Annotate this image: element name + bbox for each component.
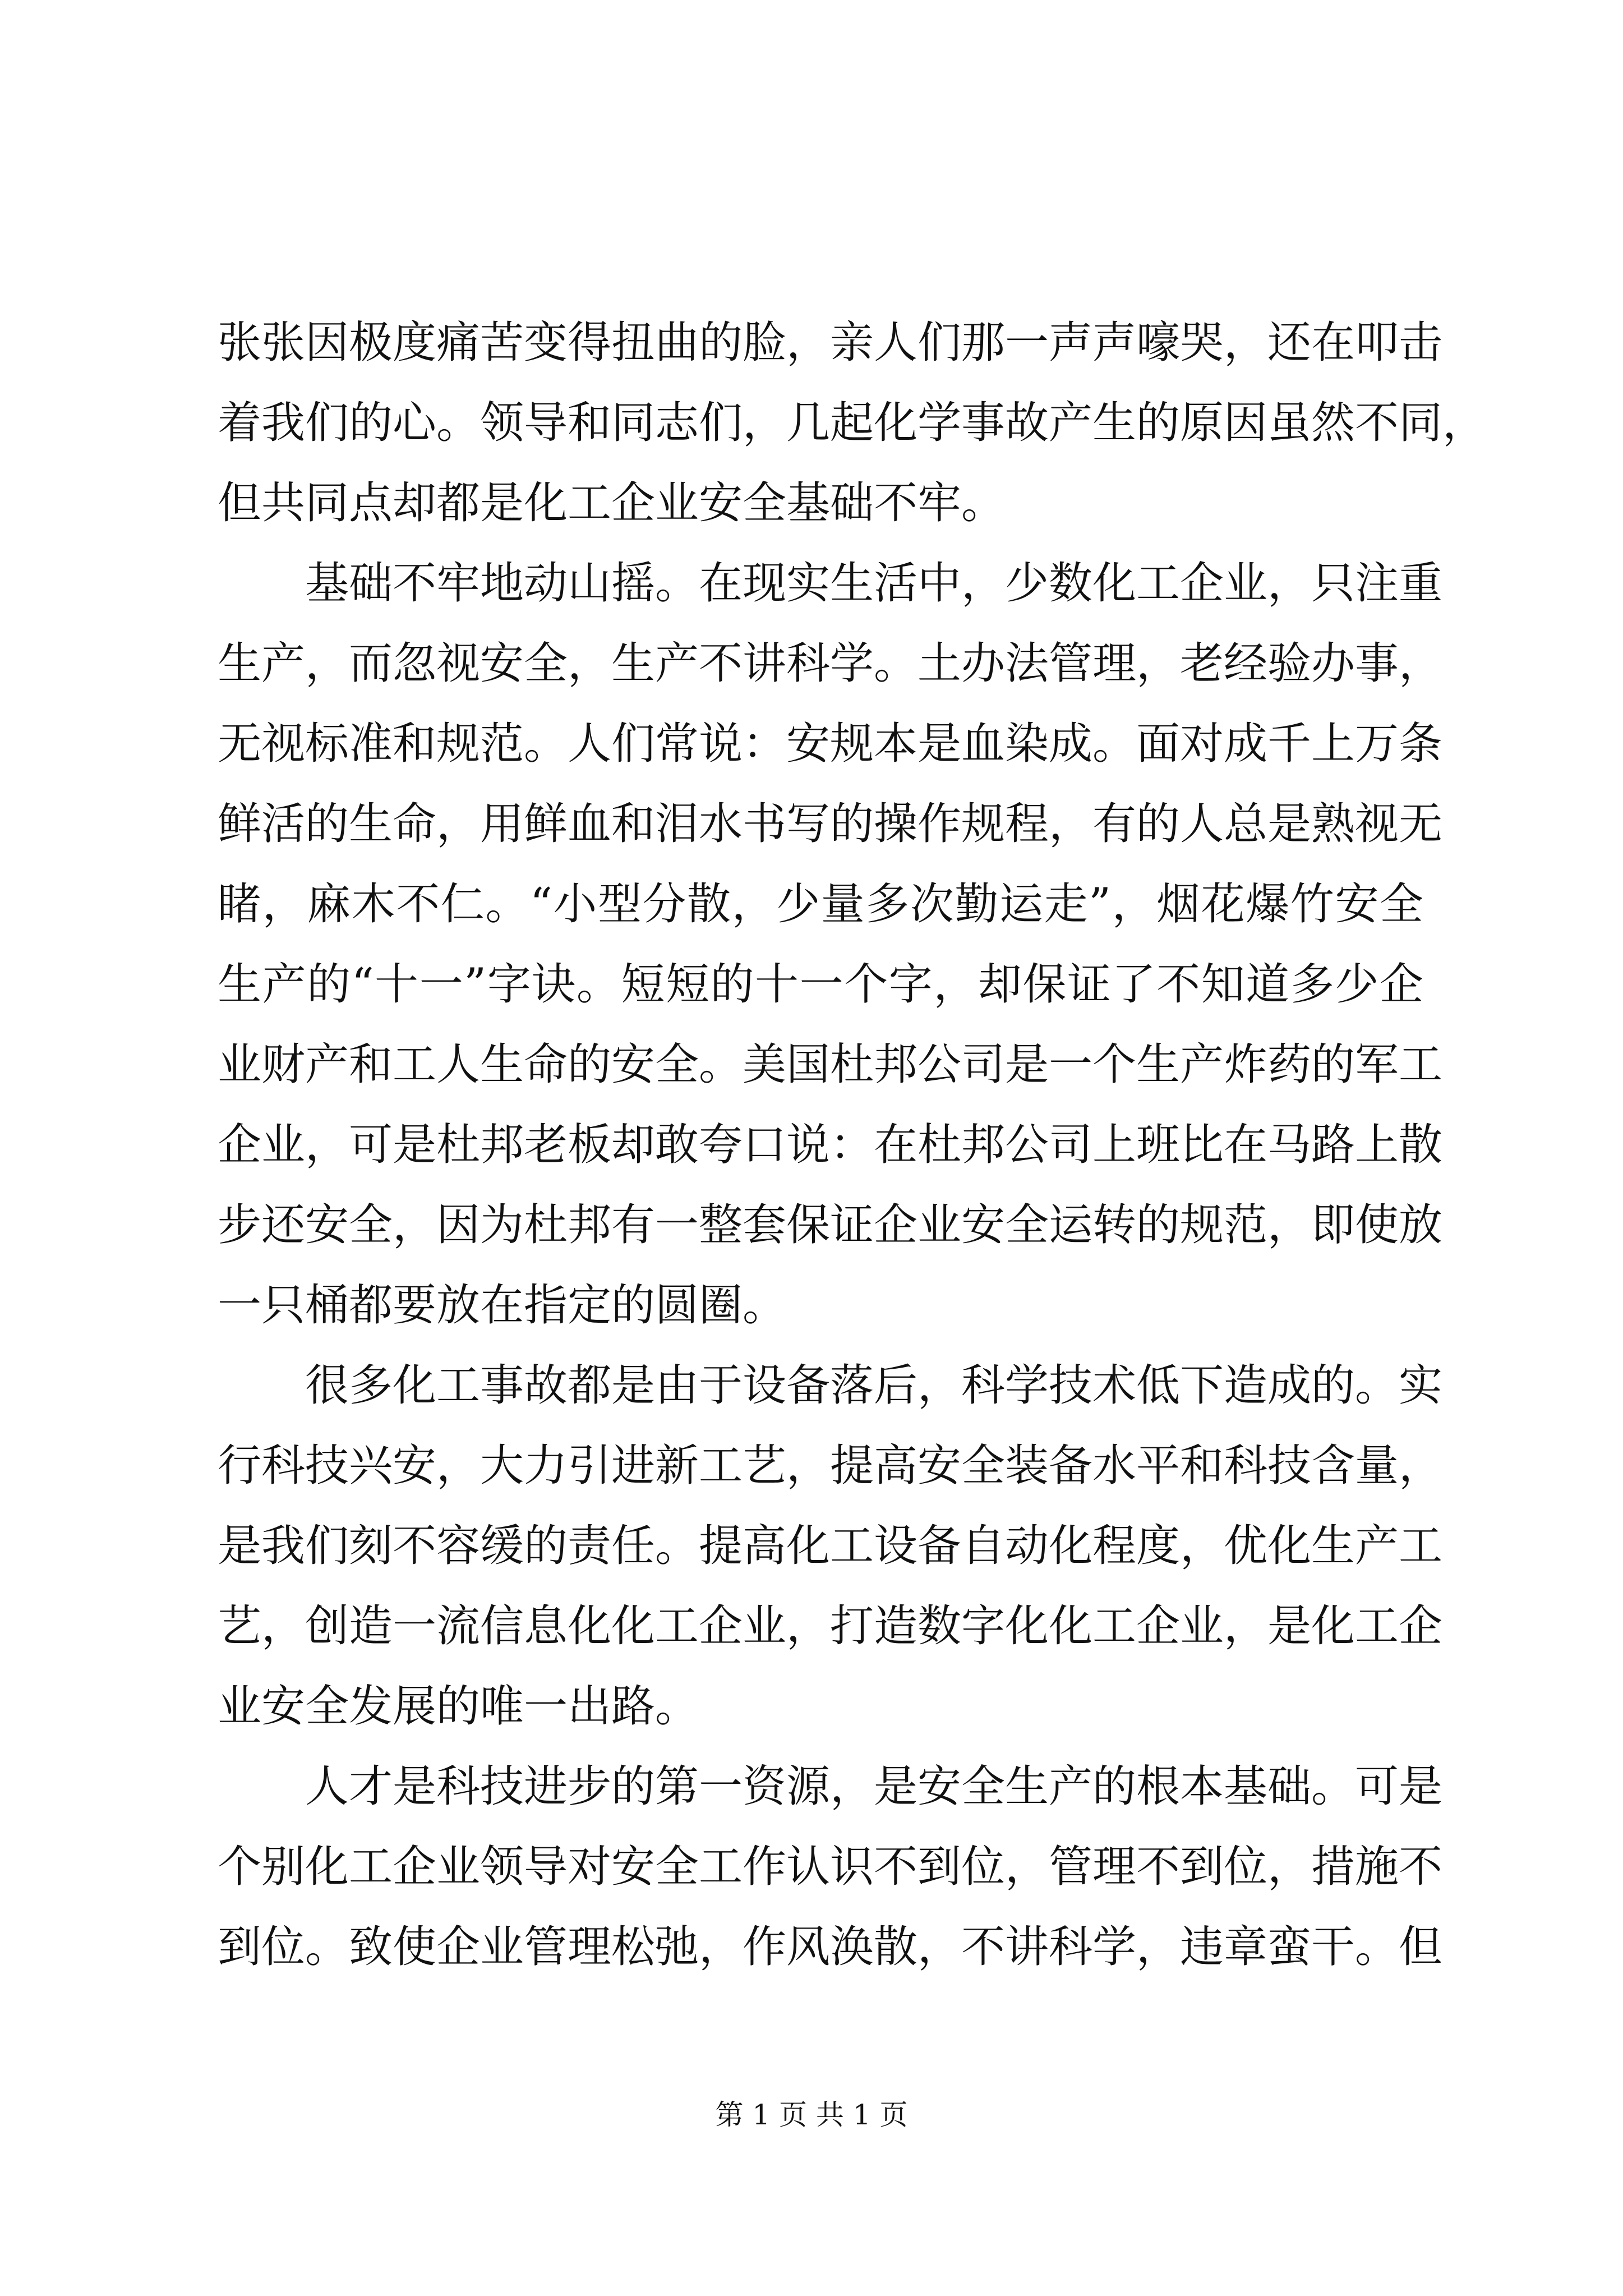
text-line: 无视标准和规范。人们常说：安规本是血染成。面对成千上万条 bbox=[218, 719, 1443, 769]
text-line: 是我们刻不容缓的责任。提高化工设备自动化程度，优化生产工 bbox=[218, 1521, 1443, 1571]
text-line: 到位。致使企业管理松弛，作风涣散，不讲科学，违章蛮干。但 bbox=[218, 1922, 1443, 1972]
text-line: 企业，可是杜邦老板却敢夸口说：在杜邦公司上班比在马路上散 bbox=[218, 1120, 1443, 1170]
text-line: 睹，麻木不仁。“小型分散，少量多次勤运走”，烟花爆竹安全 bbox=[218, 879, 1423, 930]
text-line: 着我们的心。领导和同志们，几起化学事故产生的原因虽然不同， bbox=[218, 398, 1487, 448]
text-line: 一只桶都要放在指定的圆圈。 bbox=[218, 1280, 787, 1331]
text-line: 步还安全，因为杜邦有一整套保证企业安全运转的规范，即使放 bbox=[218, 1200, 1443, 1250]
body-text bbox=[218, 303, 1487, 1987]
text-line: 生产的“十一”字诀。短短的十一个字，却保证了不知道多少企 bbox=[218, 959, 1423, 1010]
text-line: 张张因极度痛苦变得扭曲的脸，亲人们那一声声嚎哭，还在叩击 bbox=[218, 318, 1443, 368]
text-line: 很多化工事故都是由于设备落后，科学技术低下造成的。实 bbox=[218, 1360, 1443, 1411]
text-line: 但共同点却都是化工企业安全基础不牢。 bbox=[218, 478, 1006, 528]
text-line: 个别化工企业领导对安全工作认识不到位，管理不到位，措施不 bbox=[218, 1842, 1443, 1892]
text-line: 生产，而忽视安全，生产不讲科学。土办法管理，老经验办事， bbox=[218, 638, 1443, 689]
text-line: 行科技兴安，大力引进新工艺，提高安全装备水平和科技含量， bbox=[218, 1441, 1443, 1491]
text-line: 业安全发展的唯一出路。 bbox=[218, 1681, 699, 1732]
page-footer: 第 1 页 共 1 页 bbox=[715, 2099, 908, 2131]
text-line: 人才是科技进步的第一资源，是安全生产的根本基础。可是 bbox=[218, 1761, 1443, 1812]
text-line: 基础不牢地动山摇。在现实生活中，少数化工企业，只注重 bbox=[218, 558, 1443, 609]
text-line: 业财产和工人生命的安全。美国杜邦公司是一个生产炸药的军工 bbox=[218, 1039, 1443, 1090]
text-line: 艺，创造一流信息化化工企业，打造数字化化工企业，是化工企 bbox=[218, 1601, 1443, 1651]
text-line: 鲜活的生命，用鲜血和泪水书写的操作规程，有的人总是熟视无 bbox=[218, 799, 1443, 849]
